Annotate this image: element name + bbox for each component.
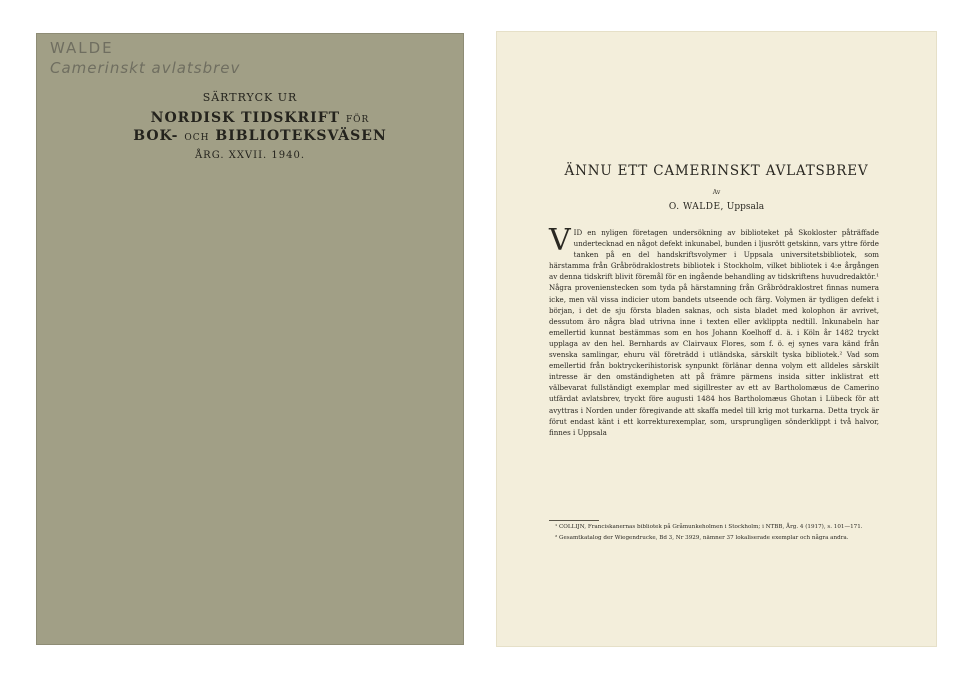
footnotes xyxy=(549,523,879,544)
article-by: Av xyxy=(712,189,721,196)
article-body-text: ID en nyligen företagen undersökning av biblioteket på Skokloster påträffade undertecknad en något defekt inkunabel, bunden i ljusrött getskinn, vars yttre förde tanken på en del handskriftsvolymer i Uppsala universitetsbibliotek, som härstamma från Gråbrödraklostrets bibliotek i Stockholm, vilket bibliotek i 4:e årgången av denna tidskrift blivit föremål för en ingående behandling av tidskriftens huvudredaktör.¹ Några provenienstecken som tyda på härstamning från Gråbrödraklostret finnas numera icke, men väl vissa indicier utom bandets utseende och färg. Volymen är tydligen defekt i början, i det de sju första bladen saknas, och sista bladet med kolophon är avrivet, dessutom äro några blad utrivna inne i texten eller avklippta nedtill. Inkunabeln har emellertid kunnat bestämmas som en hos Johann Koelhoff d. ä. i Köln år 1482 tryckt upplaga av den hel. Bernhards av Clairvaux Flores, som f. ö. ej synes vara känd från svenska samlingar, ehuru väl företrädd i utländska, särskilt tyska bibliotek.² Vad som emellertid från boktryckerihistorisk synpunkt förlänar denna volym ett alldeles särskilt intresse är den omständigheten att på främre pärmens insida sitter inklistrat ett välbevarat fullständigt exemplar med sigillrester av ett av Bartholomæus de Camerino utfärdat avlatsbrev, tryckt före augusti 1484 hos Bartholomæus Ghotan i Lübeck för att avyttras i Norden under föregivande att skaffa medel till krig mot turkarna. Detta tryck är förut endast känt i ett korrekturexemplar, som, ursprungligen sönderklippt i två halvor, finnes i Uppsala xyxy=(549,228,879,437)
cover-offprint-label: SÄRTRYCK UR xyxy=(202,91,298,104)
drop-cap: V xyxy=(549,223,571,258)
journal-title-och: OCH xyxy=(184,133,210,143)
article-body xyxy=(549,223,879,438)
cover-journal-line1 xyxy=(56,110,464,126)
journal-title-small: FÖR xyxy=(345,115,370,125)
journal-title-bok: BOK- xyxy=(133,128,179,144)
cover-title-block xyxy=(36,91,464,161)
journal-title-rest: BIBLIOTEKSVÄSEN xyxy=(215,128,387,144)
handwritten-title-note: Camerinskt avlatsbrev xyxy=(50,59,241,77)
article-page xyxy=(496,31,937,647)
footnote-rule xyxy=(549,520,599,521)
article-author xyxy=(496,202,937,212)
footnote-2: ² Gesamtkatalog der Wiegendrucke, Bd 3, Nr 3929, nämner 37 lokaliserade exemplar och några andra. xyxy=(555,534,849,541)
author-location: Uppsala xyxy=(726,202,765,212)
footnote-1: ¹ COLLIJN, Franciskanernas bibliotek på Gråmunkeholmen i Stockholm; i NTBB, Årg. 4 (1917), s. 101—171. xyxy=(555,524,863,530)
author-name: O. WALDE, xyxy=(668,202,724,212)
cover-journal-line2 xyxy=(56,128,464,144)
booklet-cover xyxy=(36,33,464,645)
journal-title-main: NORDISK TIDSKRIFT xyxy=(150,110,341,126)
cover-volume-year: ÅRG. XXVII. 1940. xyxy=(194,150,306,161)
article-title: ÄNNU ETT CAMERINSKT AVLATSBREV xyxy=(564,163,869,179)
handwritten-author-note: WALDE xyxy=(50,39,114,57)
